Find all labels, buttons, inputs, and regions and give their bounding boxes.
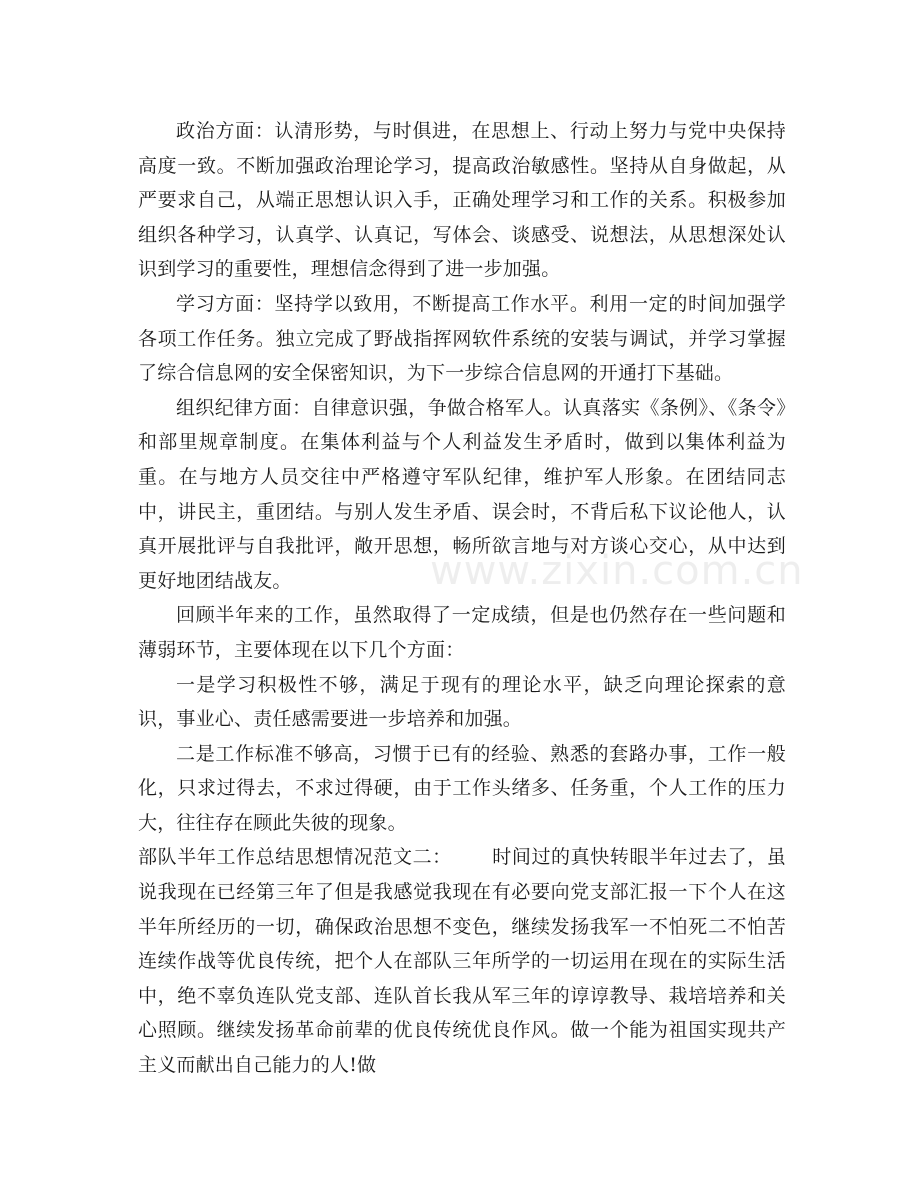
document-page [138,114,786,1083]
paragraph-study: 学习方面：坚持学以致用，不断提高工作水平。利用一定的时间加强学各项工作任务。独立完成了野战指挥网软件系统的安装与调试，并学习掌握了综合信息网的安全保密知识，为下一步综合信息网的开通打下基础。 [138,292,786,385]
paragraph-review: 回顾半年来的工作，虽然取得了一定成绩，但是也仍然存在一些问题和薄弱环节，主要体现在以下几个方面： [138,604,786,661]
paragraph-issue-one: 一是学习积极性不够，满足于现有的理论水平，缺乏向理论探索的意识，事业心、责任感需要进一步培养和加强。 [138,673,786,731]
paragraph-issue-two: 二是工作标准不够高，习惯于已有的经验、熟悉的套路办事，工作一般化，只求过得去，不求过得硬，由于工作头绪多、任务重，个人工作的压力大，往往存在顾此失彼的现象。 [138,742,786,834]
paragraph-discipline: 组织纪律方面：自律意识强，争做合格军人。认真落实《条例》、《条令》和部里规章制度。在集体利益与个人利益发生矛盾时，做到以集体利益为重。在与地方人员交往中严格遵守军队纪律，维护军人形象。在团结同志中，讲民主，重团结。与别人发生矛盾、误会时，不背后私下议论他人，认真开展批评与自我批评，敞开思想，畅所欲言地与对方谈心交心，从中达到更好地团结战友。 [138,396,786,592]
section-heading: 部队半年工作总结思想情况范文二： [138,846,452,869]
section-two [138,840,786,1082]
watermark: www.zixin.com.cn [430,548,804,594]
section-body: 时间过的真快转眼半年过去了，虽说我现在已经第三年了但是我感觉我现在有必要向党支部汇报一下个人在这半年所经历的一切，确保政治思想不变色，继续发扬我军一不怕死二不怕苦连续作战等优良传统，把个人在部队三年所学的一切运用在现在的实际生活中，绝不辜负连队党支部、连队首长我从军三年的谆谆教导、栽培培养和关心照顾。继续发扬革命前辈的优良传统优良作风。做一个能为祖国实现共产主义而献出自己能力的人!做 [138,846,786,1077]
paragraph-political: 政治方面：认清形势，与时俱进，在思想上、行动上努力与党中央保持高度一致。不断加强政治理论学习，提高政治敏感性。坚持从自身做起，从严要求自己，从端正思想认识入手，正确处理学习和工作的关系。积极参加组织各种学习，认真学、认真记，写体会、谈感受、说想法，从思想深处认识到学习的重要性，理想信念得到了进一步加强。 [138,120,786,281]
